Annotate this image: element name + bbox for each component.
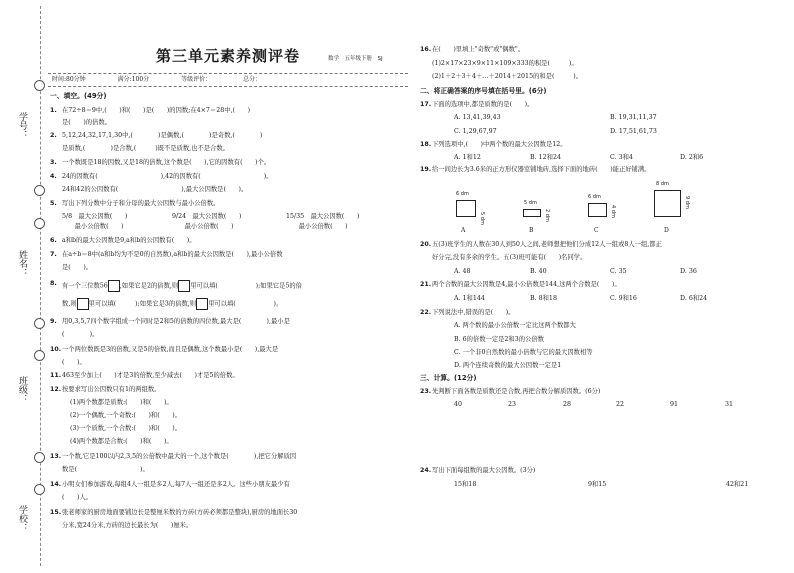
sub-item: (2)1＋2＋3＋4＋…＋2014＋2015的和是( )。: [432, 73, 583, 80]
question-number: 14.: [50, 481, 62, 488]
question-text: 用0,3,5,7四个数字组成一个同时是2和5的倍数的四位数,最大是( ),最小是: [62, 318, 290, 325]
answer-box[interactable]: [178, 280, 190, 292]
question-text-part: 里可以填( );如果它是3的倍数,则: [88, 300, 197, 308]
tile-c: [588, 203, 607, 217]
option-a[interactable]: A. 13,41,39,43: [454, 114, 501, 121]
question-number: 18.: [420, 141, 432, 148]
number-item: 23: [508, 401, 517, 408]
number-group: 9和15: [588, 481, 607, 488]
grade-evaluation: 等级评价：: [181, 75, 212, 83]
option-b[interactable]: B. 19,31,11,37: [610, 114, 657, 121]
question-text: 是质数,( )是合数,( )既不是质数,也不是合数。: [62, 145, 229, 152]
option-d[interactable]: D. 2和6: [680, 154, 704, 161]
question-text: 在( )里填上"奇数"或"偶数"。: [432, 46, 525, 53]
question-text: 写出下面每组数的最大公因数。(3分): [432, 467, 536, 474]
tile-width-label: 8 dm: [656, 181, 669, 187]
question-number: 24.: [420, 467, 432, 474]
option-c[interactable]: C. 1,29,67,97: [454, 128, 497, 135]
question-text: 写出下列分数中分子和分母的最大公因数与最小公倍数。: [62, 200, 220, 207]
tile-height-label: 2 dm: [543, 209, 550, 222]
option-d[interactable]: D. 17,51,61,73: [610, 128, 657, 135]
question-text: 好分完,没有多余的学生。五(3)班可能有( )名同学。: [432, 254, 587, 261]
question-number: 16.: [420, 46, 432, 53]
tile-b: [523, 209, 541, 217]
number-item: 31: [725, 401, 734, 408]
punch-hole: [34, 318, 45, 329]
question-text: 给一间边长为3.6米的正方形仪器室铺地砖,选择下面的地砖( )能正好铺满。: [432, 166, 651, 173]
question-text: a和b的最大公因数是9,a和b的公因数有( )。: [62, 237, 196, 244]
sub-item: (4)两个数都是合数:( )和( )。: [70, 438, 173, 445]
section-heading: 二、将正确答案的序号填在括号里。(6分): [420, 87, 547, 95]
full-score: 满分:100分: [117, 75, 150, 83]
answer-box[interactable]: [196, 298, 208, 310]
option-d[interactable]: D. 6和24: [680, 295, 708, 302]
tile-height-label: 5 dm: [478, 212, 485, 225]
question-number: 20.: [420, 241, 432, 248]
school-label: 学校：: [17, 505, 27, 532]
question-number: 15.: [50, 509, 62, 516]
punch-hole: [34, 350, 45, 361]
question-text: 一个两位数既是3的倍数,又是5的倍数,而且是偶数,这个数最小是( ),最大是: [62, 346, 279, 353]
tile-d: [654, 190, 681, 217]
subject-info: 数学 五年级下册 SJ: [328, 56, 383, 62]
question-text: 数是( )。: [62, 466, 149, 473]
tile-width-label: 5 dm: [524, 200, 537, 206]
question-text: 两个合数的最大公因数是4,最小公倍数是144,这两个合数是( )。: [432, 281, 621, 288]
answer-box[interactable]: [77, 298, 89, 310]
question-text: 是( )。: [62, 264, 93, 271]
question-number: 23.: [420, 388, 432, 395]
option-d[interactable]: D. 36: [680, 268, 697, 275]
question-text: 下面的选项中,都是质数的是( )。: [432, 101, 534, 108]
number-item: 91: [670, 401, 679, 408]
fraction-item: 最小公倍数( ): [286, 223, 348, 230]
question-text: 一个数,它是100以内2,3,5的公倍数中最大的一个,这个数是( ),把它分解质因: [62, 453, 297, 460]
question-text: 按要求写出公因数只有1的两组数。: [62, 386, 161, 393]
student-id-label: 学号：: [17, 112, 27, 139]
sub-item: (3)一个质数,一个合数:( )和( )。: [70, 425, 182, 432]
total-score: 总分：: [243, 75, 262, 83]
option-a[interactable]: A. 48: [454, 268, 471, 275]
option-b[interactable]: B. 8和18: [530, 295, 557, 302]
exam-meta: [48, 73, 408, 87]
header: [48, 48, 408, 70]
tile-width-label: 6 dm: [588, 194, 601, 200]
fraction-item: 9/24 最大公因数( ): [172, 213, 242, 220]
answer-box[interactable]: [108, 280, 120, 292]
question-text-part: 里可以填( );如果它是5的倍: [190, 282, 302, 290]
option-a[interactable]: A. 1和12: [454, 154, 481, 161]
number-group: 42和21: [726, 481, 749, 488]
section-heading: 一、填空。(49分): [50, 92, 107, 100]
number-item: 28: [563, 401, 572, 408]
question-number: 8.: [50, 280, 57, 287]
question-text: 24的因数有( ),42的因数有( )。: [62, 173, 273, 180]
number-group: 15和18: [454, 481, 477, 488]
question-number: 22.: [420, 309, 432, 316]
tile-letter: D: [664, 227, 669, 234]
punch-hole: [34, 484, 45, 495]
question-text: [62, 298, 404, 310]
option-b[interactable]: B. 40: [530, 268, 547, 275]
question-text: 五(3)班学生的人数在30人到50人之间,老师想把他们分成12人一组或8人一组,都正: [432, 241, 662, 248]
question-text: ( )。: [62, 331, 99, 338]
time-limit: 时间:80分钟: [52, 75, 86, 83]
sub-item: (1)两个数都是质数:( )和( )。: [70, 399, 173, 406]
tile-letter: B: [529, 227, 534, 234]
question-text: [62, 280, 404, 292]
question-text: 一个数既是18的因数,又是18的倍数,这个数是( ),它的因数有( )个。: [62, 159, 271, 166]
punch-hole: [34, 185, 45, 196]
question-text: 463至少加上( )才是3的倍数,至少减去( )才是5的倍数。: [62, 372, 239, 379]
option-c[interactable]: C. 一个非0自然数的最小倍数与它的最大因数相等: [454, 349, 593, 356]
question-text: 24和42的公因数有( ),最大公因数是( )。: [62, 186, 248, 193]
fraction-item: 15/35 最大公因数( ): [286, 213, 360, 220]
number-item: 22: [616, 401, 625, 408]
question-text: 小明女们参加游戏,每组4人一组是多2人,每7人一组还是多2人。这些小朋友最少有: [62, 481, 290, 488]
right-column: [418, 0, 788, 573]
section-heading: 三、计算。(12分): [420, 374, 477, 382]
tile-width-label: 6 dm: [456, 191, 469, 197]
option-a[interactable]: A. 两个数的最小公倍数一定比这两个数都大: [454, 322, 576, 329]
question-text: 张老师家的厨房地面要铺边长是整厘米数的方砖(方砖必须都是整块),厨房的地面长30: [62, 509, 298, 516]
question-number: 21.: [420, 281, 432, 288]
question-number: 12.: [50, 386, 62, 393]
option-d[interactable]: D. 两个连续奇数的最大公因数一定是1: [454, 362, 562, 369]
fraction-item: 最小公倍数( ): [172, 223, 234, 230]
question-text: 5,12,24,32,17,1,30中,( )是偶数,( )是奇数,( ): [62, 132, 263, 139]
question-text: 下列说法中,错误的是( )。: [432, 309, 515, 316]
tile-letter: A: [461, 227, 466, 234]
punch-hole: [34, 80, 45, 91]
question-text-part: 数,则: [62, 300, 77, 308]
number-item: 40: [454, 401, 463, 408]
question-number: 4.: [50, 173, 57, 180]
option-c[interactable]: C. 3和4: [610, 154, 633, 161]
fraction-item: 最小公倍数( ): [62, 223, 124, 230]
question-number: 13.: [50, 453, 62, 460]
question-number: 17.: [420, 101, 432, 108]
option-c[interactable]: C. 35: [610, 268, 627, 275]
question-number: 9.: [50, 318, 57, 325]
question-text-part: 有一个三位数56: [62, 282, 108, 290]
question-number: 6.: [50, 237, 57, 244]
tile-height-label: 4 dm: [609, 205, 616, 218]
fraction-item: 5/8 最大公因数( ): [62, 213, 128, 220]
sub-item: (1)2×17×23×9×11×109×333的积是( )。: [432, 60, 578, 67]
page-title: 第三单元素养测评卷: [156, 47, 301, 65]
name-label: 姓名：: [17, 250, 27, 277]
question-text: ( )人。: [62, 494, 93, 501]
question-text: 在72÷8＝9中,( )和( )是( )的因数;在4×7＝28中,( ): [62, 107, 251, 114]
question-text: 在a÷b＝8中(a和b均为不是0的自然数),a和b的最大公因数是( ),最小公倍数: [62, 251, 283, 258]
question-number: 1.: [50, 107, 57, 114]
option-b[interactable]: B. 6的倍数一定是2和3的公倍数: [454, 336, 544, 343]
question-text: 下列选项中,( )中两个数的最大公因数是12。: [432, 141, 567, 148]
question-text: ( )。: [62, 359, 86, 366]
tile-height-label: 9 dm: [683, 196, 690, 209]
sub-item: (2)一个偶数,一个奇数:( )和( )。: [70, 412, 182, 419]
question-number: 11.: [50, 372, 62, 379]
question-text-part: 里可以填( )。: [208, 300, 283, 308]
question-number: 19.: [420, 166, 432, 173]
question-text: 是( )的倍数。: [62, 119, 111, 126]
option-a[interactable]: A. 1和144: [454, 295, 485, 302]
left-column: [48, 0, 408, 573]
question-text-part: ,如果它是2的倍数,则: [119, 282, 179, 290]
option-c[interactable]: C. 9和16: [610, 295, 637, 302]
punch-hole: [34, 218, 45, 229]
question-number: 7.: [50, 251, 57, 258]
tile-letter: C: [594, 227, 599, 234]
question-number: 5.: [50, 200, 57, 207]
tile-a: [456, 200, 476, 217]
question-number: 3.: [50, 159, 57, 166]
question-number: 2.: [50, 132, 57, 139]
option-b[interactable]: B. 12和24: [530, 154, 561, 161]
class-label: 班级：: [17, 376, 27, 403]
question-text: 分米,宽24分米,方砖的边长最长为( )厘米。: [62, 522, 193, 529]
question-text: 先判断下面各数是质数还是合数,再把合数分解质因数。(6分): [432, 388, 601, 395]
punch-hole: [34, 452, 45, 463]
question-number: 10.: [50, 346, 62, 353]
